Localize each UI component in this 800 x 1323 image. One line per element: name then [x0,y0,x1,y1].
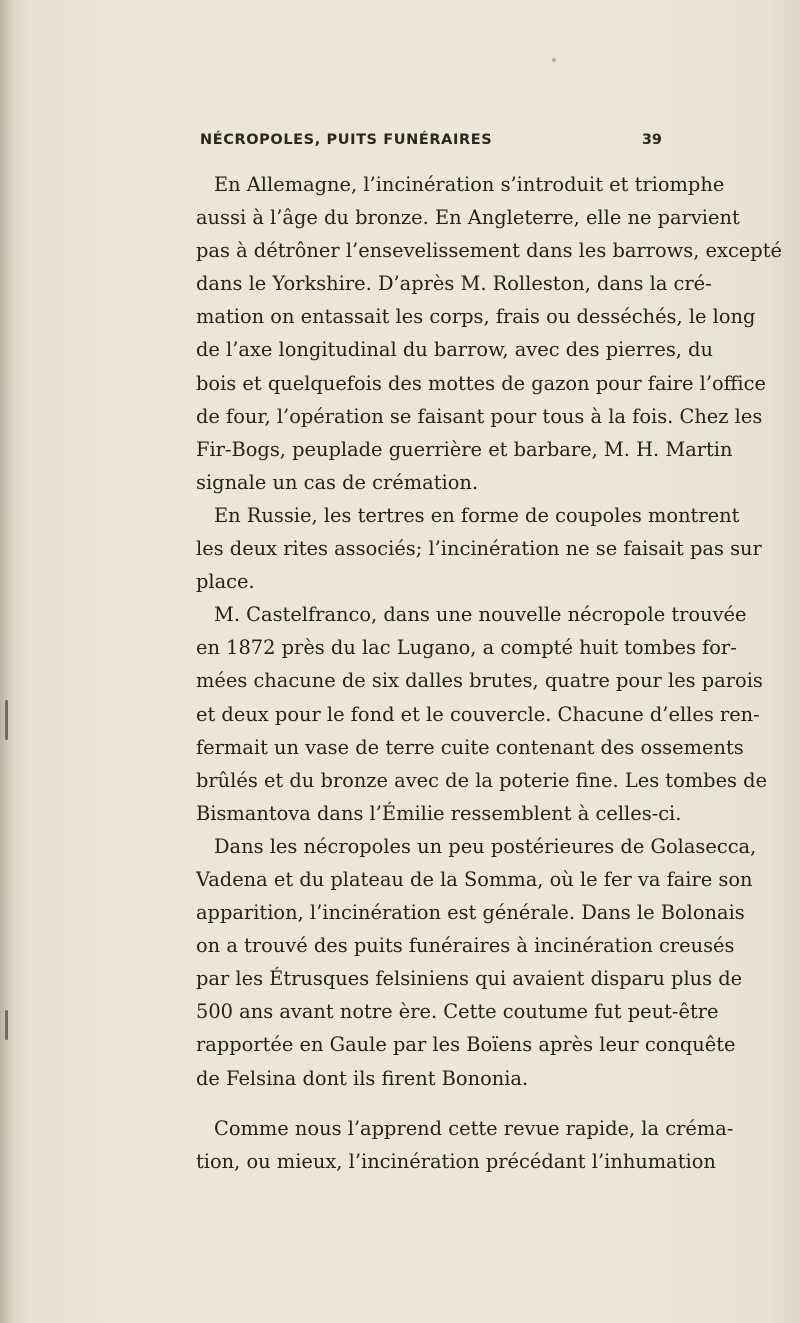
text-line: En Russie, les tertres en forme de coupoles montrent [214,503,740,527]
text-line: signale un cas de crémation. [196,470,479,494]
paragraph [196,598,768,830]
text-line: Dans les nécropoles un peu postérieures de Golasecca, [214,834,757,858]
text-line: Vadena et du plateau de la Somma, où le fer va faire son [196,867,753,891]
text-line: place. [196,570,255,594]
text-line: rapportée en Gaule par les Boïens après leur conquête [196,1033,736,1057]
text-line: pas à détrôner l’ensevelissement dans les barrows, excepté [196,239,782,263]
text-line: mation on entassait les corps, frais ou desséchés, le long [196,305,756,329]
text-line: 500 ans avant notre ère. Cette coutume fut peut-être [196,1000,719,1024]
text-line: apparition, l’incinération est générale. Dans le Bolonais [196,901,745,925]
paragraph [196,499,762,598]
text-line: mées chacune de six dalles brutes, quatre pour les parois [196,669,763,693]
text-line: et deux pour le fond et le couvercle. Chacune d’elles ren- [196,702,760,726]
text-line: de Felsina dont ils firent Bononia. [196,1066,529,1090]
text-line: aussi à l’âge du bronze. En Angleterre, elle ne parvient [196,206,740,230]
text-line: de l’axe longitudinal du barrow, avec des pierres, du [196,338,714,362]
text-line: Fir-Bogs, peuplade guerrière et barbare, M. H. Martin [196,437,733,461]
text-line: les deux rites associés; l’incinération ne se faisait pas sur [196,537,762,561]
text-line: de four, l’opération se faisant pour tous à la fois. Chez les [196,404,763,428]
text-line: en 1872 près du lac Lugano, a compté huit tombes for- [196,636,737,660]
text-line: En Allemagne, l’incinération s’introduit et triomphe [214,173,725,196]
binding-edge [0,0,14,1323]
paragraph [196,1112,734,1178]
text-line: on a trouvé des puits funéraires à incinération creusés [196,934,735,958]
running-head [186,132,662,156]
running-head-title: NÉCROPOLES, PUITS FUNÉRAIRES [200,132,493,148]
page-number: 39 [641,132,662,148]
margin-mark [5,1010,8,1040]
text-line: fermait un vase de terre cuite contenant des ossements [196,735,744,759]
text-line: bois et quelquefois des mottes de gazon pour faire l’office [196,371,766,395]
text-line: par les Étrusques felsiniens qui avaient disparu plus de [196,967,743,991]
text-line: Bismantova dans l’Émilie ressemblent à celles-ci. [196,801,682,825]
paper-speck [552,58,556,62]
text-line: tion, ou mieux, l’incinération précédant l’inhumation [196,1149,716,1173]
body-text [196,168,782,1178]
margin-mark [5,700,8,740]
text-line: brûlés et du bronze avec de la poterie fine. Les tombes de [196,768,768,792]
text-line: M. Castelfranco, dans une nouvelle nécropole trouvée [214,603,747,627]
text-line: Comme nous l’apprend cette revue rapide, la créma- [214,1116,734,1140]
text-line: dans le Yorkshire. D’après M. Rolleston, dans la cré- [196,272,712,296]
paragraph [196,168,782,499]
paragraph-gap [196,1095,654,1112]
paragraph [196,830,757,1095]
